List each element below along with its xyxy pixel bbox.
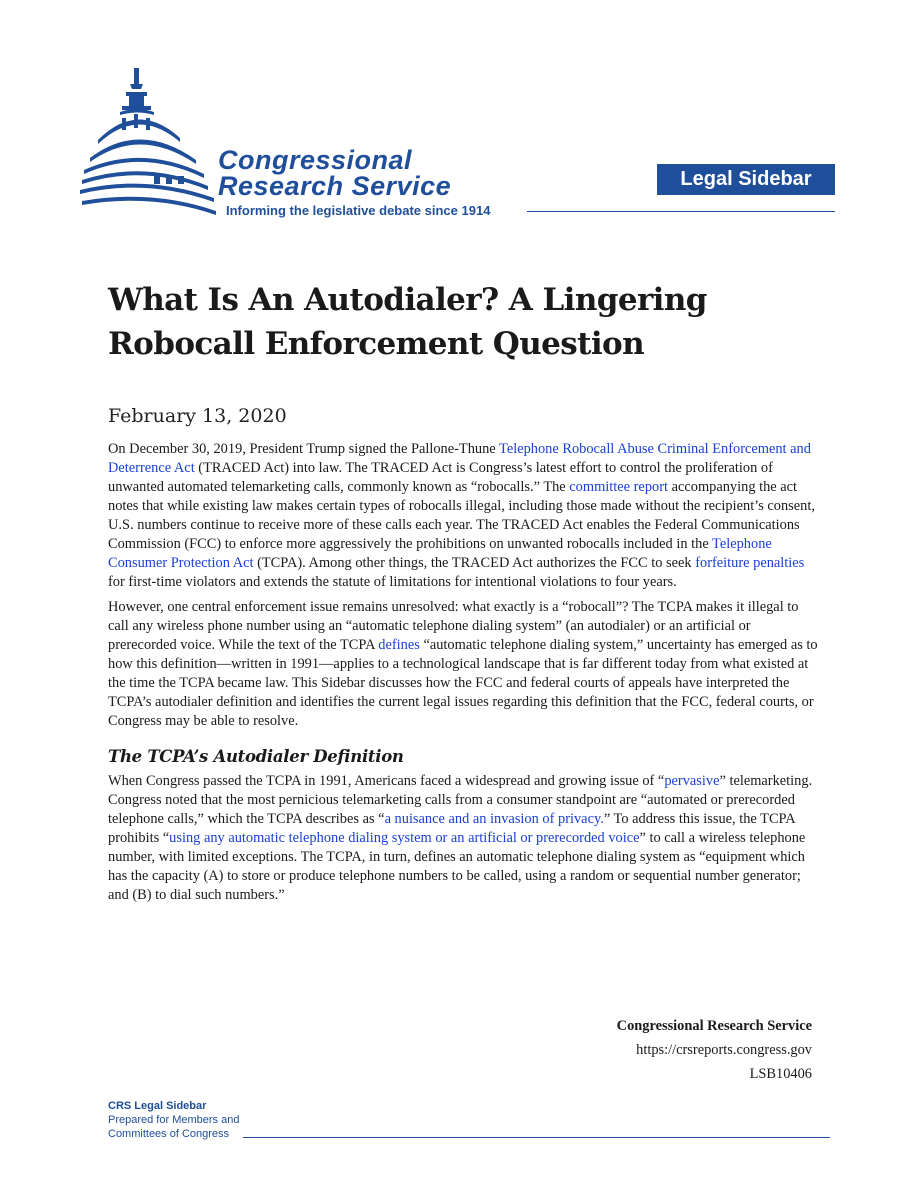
link-prohibition[interactable]: using any automatic telephone dialing system or an artificial or prerecorded voice xyxy=(169,830,640,846)
link-pervasive[interactable]: pervasive xyxy=(664,773,720,789)
footer xyxy=(108,1099,239,1141)
link-forfeiture-penalties[interactable]: forfeiture penalties xyxy=(695,555,805,571)
text: ” to call a wireless telephone number, with limited exceptions. The TCPA, in turn, defines an automatic telephone dialing system as “equipment which has the capacity (A) to store or produce telephone numbers to be called, using a random or sequential number generator; and (B) to dial such numbers.” xyxy=(108,830,806,903)
paragraph-intro xyxy=(108,440,820,592)
link-committee-report[interactable]: committee report xyxy=(569,479,668,495)
link-tcpa[interactable]: Telephone Consumer Protection Act xyxy=(108,536,772,571)
footer-line: Committees of Congress xyxy=(108,1128,230,1140)
paragraph-definition xyxy=(108,772,820,905)
link-traced-act[interactable]: Telephone Robocall Abuse Criminal Enforcement and Deterrence Act xyxy=(108,441,811,476)
crs-report-id: LSB10406 xyxy=(749,1066,812,1082)
header-rule xyxy=(527,211,835,212)
crs-info xyxy=(617,1014,812,1086)
text: ” telemarketing. Congress noted that the most pernicious telemarketing calls from a consumer standpoint are “automated or prerecorded telephone calls,” which the TCPA describes as “ xyxy=(108,773,813,827)
text: However, one central enforcement issue remains unresolved: what exactly is a “robocall”? The TCPA makes it illegal to call any wireless phone number using an “automatic telephone dialing system” (an autodialer) or an artificial or prerecorded voice. While the text of the TCPA xyxy=(108,599,799,653)
legal-sidebar-badge: Legal Sidebar xyxy=(657,164,835,195)
text: “automatic telephone dialing system,” uncertainty has emerged as to how this definition—written in 1991—applies to a technological landscape that is far different today from what existed at the time the TCPA became law. This Sidebar discusses how the FCC and federal courts of appeals have interpreted the TCPA’s autodialer definition and identifies the current legal issues regarding this definition that the FCC, federal courts, or Congress may be able to resolve. xyxy=(108,637,818,729)
org-tagline: Informing the legislative debate since 1914 xyxy=(226,203,491,218)
org-name-line-1: Congressional xyxy=(218,145,413,175)
text: (TCPA). Among other things, the TRACED Act authorizes the FCC to seek xyxy=(253,555,696,571)
text: (TRACED Act) into law. The TRACED Act is Congress’s latest effort to control the proliferation of unwanted automated telemarketing calls, commonly known as “robocalls.” The xyxy=(108,460,773,495)
paragraph-issue xyxy=(108,598,820,731)
crs-org-name: Congressional Research Service xyxy=(616,1018,812,1034)
publication-date: February 13, 2020 xyxy=(108,405,287,427)
footer-title: CRS Legal Sidebar xyxy=(108,1100,207,1112)
text: for first-time violators and extends the statute of limitations for intentional violations to four years. xyxy=(108,574,677,590)
org-name-line-2: Research Service xyxy=(218,171,452,201)
page-title: What Is An Autodialer? A Lingering Robocall Enforcement Question xyxy=(108,282,707,362)
text: When Congress passed the TCPA in 1991, Americans faced a widespread and growing issue of “ xyxy=(108,773,665,789)
link-defines[interactable]: defines xyxy=(378,637,420,653)
footer-rule xyxy=(243,1137,830,1138)
text: ” To address this issue, the TCPA prohibits “ xyxy=(108,811,795,846)
section-heading: The TCPA’s Autodialer Definition xyxy=(108,747,404,766)
footer-line: Prepared for Members and xyxy=(108,1114,240,1126)
crs-logo xyxy=(78,62,548,222)
crs-url[interactable]: https://crsreports.congress.gov xyxy=(636,1042,812,1058)
text: accompanying the act notes that while existing law makes certain types of robocalls illegal, including those made without the recipient’s consent, U.S. numbers continue to receive more of these calls each year. The TRACED Act enables the Federal Communications Commission (FCC) to enforce more aggressively the prohibitions on unwanted robocalls included in the xyxy=(108,479,815,552)
link-nuisance[interactable]: a nuisance and an invasion of privacy. xyxy=(384,811,604,827)
text: On December 30, 2019, President Trump signed the Pallone-Thune xyxy=(108,441,500,457)
article-body xyxy=(108,440,820,911)
capitol-dome-icon xyxy=(78,62,228,222)
